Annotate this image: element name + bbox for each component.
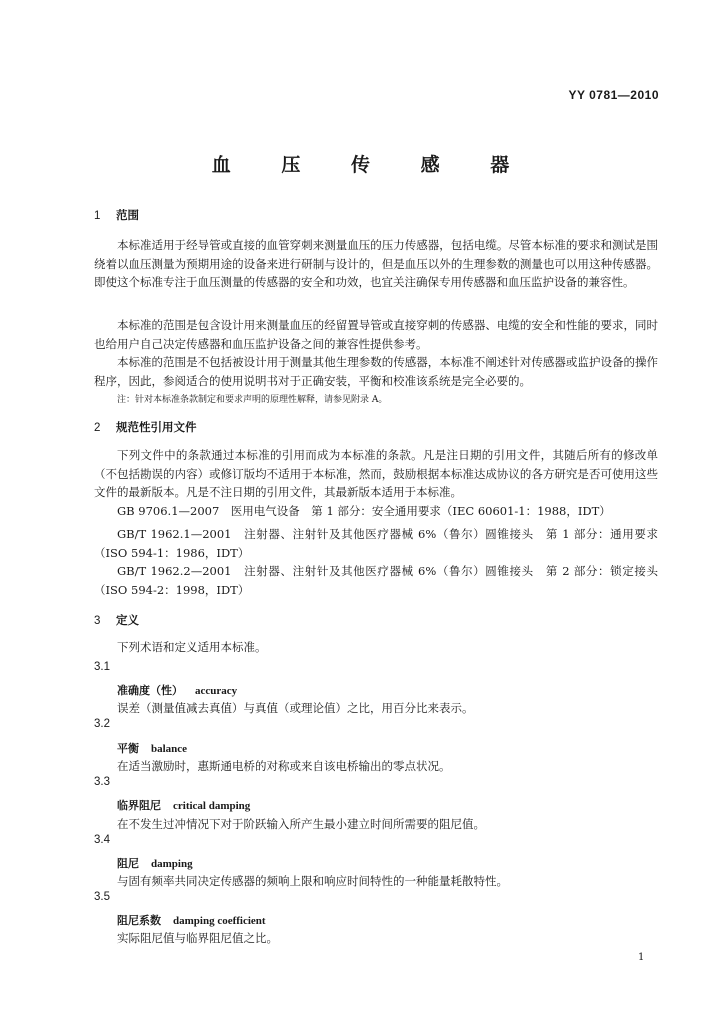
term-en: accuracy: [195, 685, 238, 697]
definition-term: [117, 740, 187, 756]
term-zh: 阻尼系数: [117, 915, 161, 927]
page-title: 血 压 传 感 器: [211, 154, 532, 176]
definition-term: [117, 855, 193, 871]
definition-term: [117, 912, 266, 928]
normative-intro-paragraph: 下列文件中的条款通过本标准的引用而成为本标准的条款。凡是注日期的引用文件，其随后所有的修改单（不包括勘误的内容）或修订版均不适用于本标准，然而，鼓励根据本标准达成协议的各方研究是否可使用这些文件的最新版本。凡是不注日期的引用文件，其最新版本适用于本标准。: [94, 448, 658, 500]
term-zh: 临界阻尼: [117, 800, 161, 812]
section-title: 规范性引用文件: [116, 422, 197, 434]
definition-term: [117, 682, 237, 698]
term-en: damping: [151, 858, 193, 870]
definition-number: 3.3: [94, 776, 110, 788]
section-2-heading: [94, 419, 197, 435]
definition-term: [117, 797, 250, 813]
term-en: balance: [151, 743, 188, 755]
reference-2: GB/T 1962.1—2001 注射器、注射针及其他医疗器械 6%（鲁尔）圆锥接头 第 1 部分：通用要求（ISO 594-1：1986，IDT）: [94, 527, 658, 560]
term-zh: 平衡: [117, 743, 139, 755]
term-en: damping coefficient: [173, 915, 266, 927]
section-title: 定义: [116, 615, 139, 627]
scope-paragraph-3: 本标准的范围是不包括被设计用于测量其他生理参数的传感器，本标准不阐述针对传感器或监护设备的操作程序，因此，参阅适合的使用说明书对于正确安装，平衡和校准该系统是完全必要的。: [94, 355, 658, 388]
reference-3: GB/T 1962.2—2001 注射器、注射针及其他医疗器械 6%（鲁尔）圆锥接头 第 2 部分：锁定接头（ISO 594-2：1998，IDT）: [94, 564, 658, 597]
definition-text: 实际阻尼值与临界阻尼值之比。: [117, 931, 278, 945]
definition-number: 3.1: [94, 661, 110, 673]
page-number: 1: [638, 952, 645, 963]
scope-paragraph-2: 本标准的范围是包含设计用来测量血压的经留置导管或直接穿刺的传感器、电缆的安全和性能的要求，同时也给用户自己决定传感器和血压监护设备之间的兼容性提供参考。: [94, 318, 658, 351]
definition-text: 在适当激励时，惠斯通电桥的对称或来自该电桥输出的零点状况。: [117, 759, 451, 773]
term-en: critical damping: [173, 800, 251, 812]
scope-note: 注：针对本标准条款制定和要求声明的原理性解释，请参见附录 A。: [117, 395, 388, 405]
scope-paragraph-1: 本标准适用于经导管或直接的血管穿刺来测量血压的压力传感器，包括电缆。尽管本标准的要求和测试是围绕着以血压测量为预期用途的设备来进行研制与设计的，但是血压以外的生理参数的测量也可以用这种传感器。即使这个标准专注于血压测量的传感器的安全和功效，也宜关注确保专用传感器和血压监护设备的兼容性。: [94, 238, 658, 290]
reference-1: GB 9706.1—2007 医用电气设备 第 1 部分：安全通用要求（IEC 60601-1：1988，IDT）: [117, 504, 611, 518]
section-3-heading: [94, 612, 139, 628]
section-1-heading: [94, 207, 139, 223]
definition-number: 3.2: [94, 718, 110, 730]
section-number: 1: [94, 210, 101, 222]
definition-text: 在不发生过冲情况下对于阶跃输入所产生最小建立时间所需要的阻尼值。: [117, 817, 485, 831]
section-title: 范围: [116, 210, 139, 222]
definitions-intro: 下列术语和定义适用本标准。: [117, 640, 267, 654]
section-number: 3: [94, 615, 101, 627]
definition-text: 与固有频率共同决定传感器的频响上限和响应时间特性的一种能量耗散特性。: [117, 874, 508, 888]
standard-number: YY 0781—2010: [568, 88, 659, 102]
section-number: 2: [94, 422, 101, 434]
term-zh: 阻尼: [117, 858, 139, 870]
definition-text: 误差（测量值减去真值）与真值（或理论值）之比，用百分比来表示。: [117, 701, 474, 715]
definition-number: 3.4: [94, 834, 110, 846]
definition-number: 3.5: [94, 891, 110, 903]
term-zh: 准确度（性）: [117, 685, 183, 697]
